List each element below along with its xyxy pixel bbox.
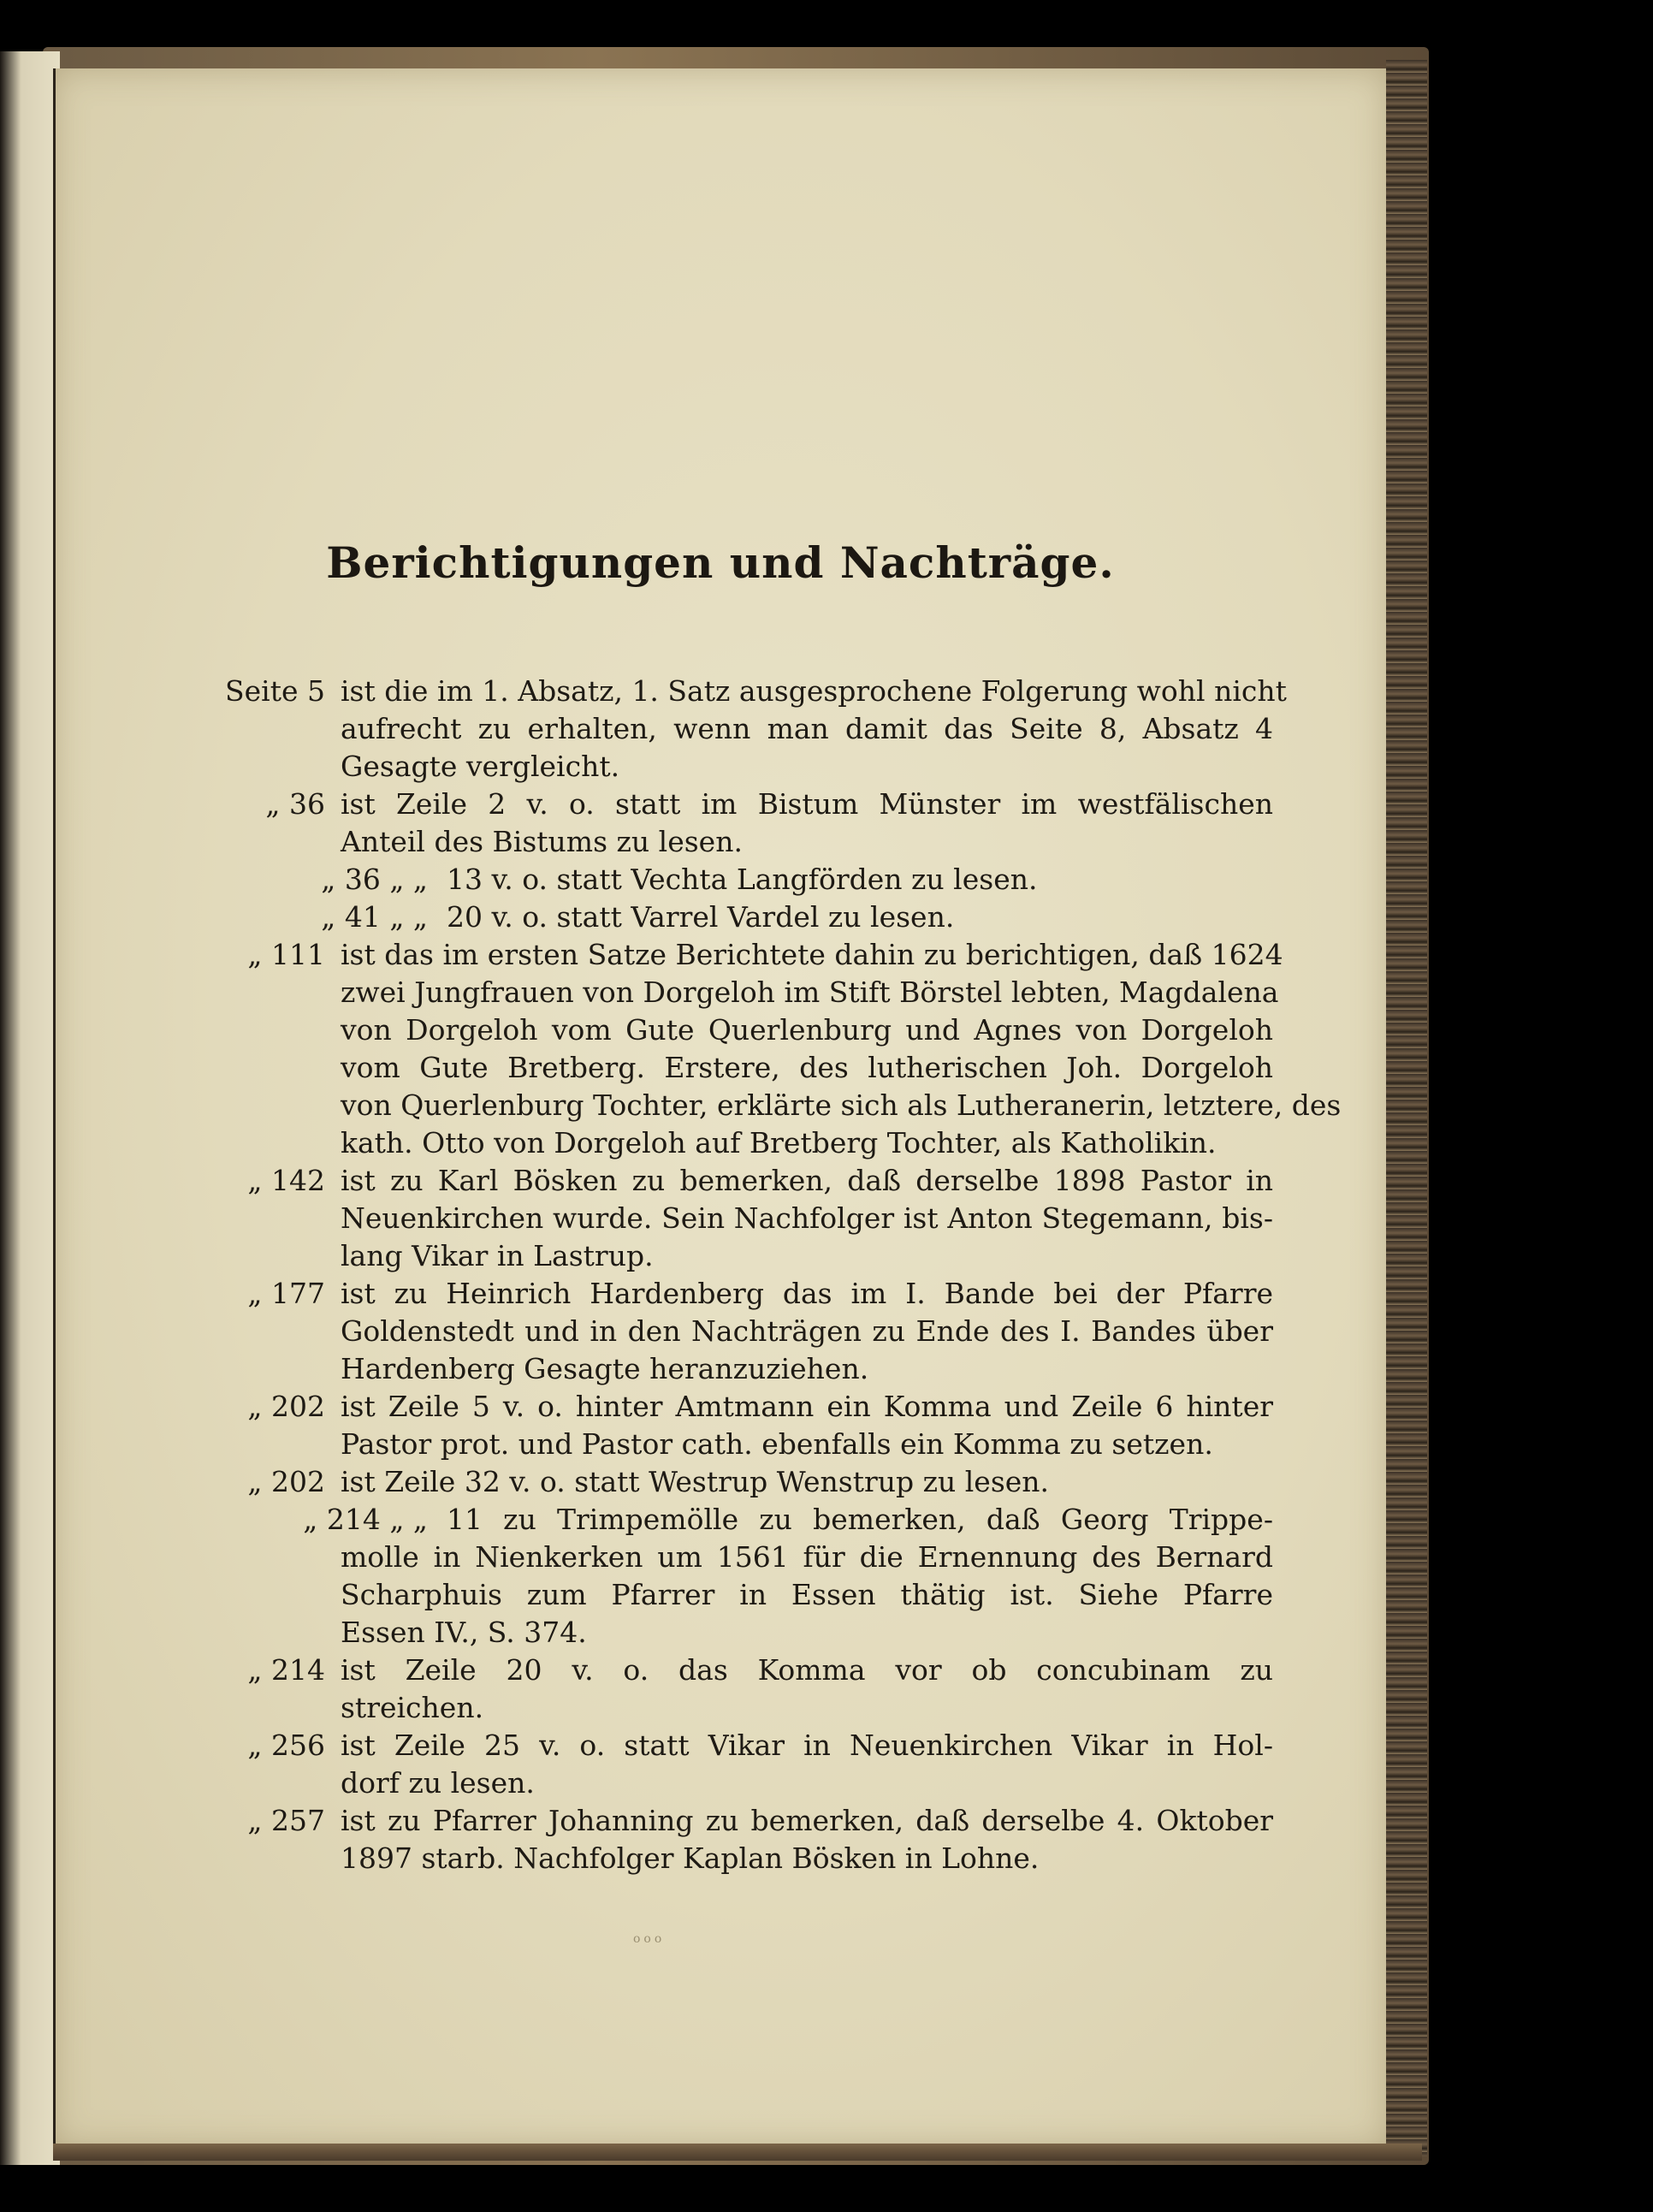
page-reference: „ 142 bbox=[247, 1164, 325, 1197]
entry-line: ist die im 1. Absatz, 1. Satz ausgesprochene Folgerung wohl nicht bbox=[341, 674, 1287, 708]
entry-line: Scharphuis zum Pfarrer in Essen thätig ist. Siehe Pfarre bbox=[341, 1578, 1273, 1611]
entry-line: Gesagte vergleicht. bbox=[341, 750, 620, 783]
entry-line: kath. Otto von Dorgeloh auf Bretberg Tochter, als Katholikin. bbox=[341, 1126, 1217, 1159]
facing-page-strip bbox=[0, 51, 60, 2165]
page-reference: „ 36 „ „ bbox=[321, 863, 428, 896]
entry-line: vom Gute Bretberg. Erstere, des lutherischen Joh. Dorgeloh bbox=[341, 1051, 1273, 1084]
entry-line: 11 zu Trimpemölle zu bemerken, daß Georg Trippe- bbox=[447, 1503, 1273, 1536]
page-fore-edge bbox=[1386, 60, 1427, 2156]
page-reference: „ 214 „ „ bbox=[303, 1503, 428, 1536]
page-reference: „ 202 bbox=[247, 1390, 325, 1423]
entry-line: ist zu Karl Bösken zu bemerken, daß derselbe 1898 Pastor in bbox=[341, 1164, 1273, 1197]
entry-line: ist Zeile 5 v. o. hinter Amtmann ein Komma und Zeile 6 hinter bbox=[341, 1390, 1273, 1423]
page-reference: „ 36 bbox=[265, 787, 325, 821]
entry-line: streichen. bbox=[341, 1691, 484, 1724]
entry-line: von Dorgeloh vom Gute Querlenburg und Agnes von Dorgeloh bbox=[341, 1013, 1273, 1047]
page-reference: „ 257 bbox=[247, 1804, 325, 1837]
entry-line: Goldenstedt und in den Nachträgen zu Ende des I. Bandes über bbox=[341, 1314, 1273, 1348]
entry-line: ist Zeile 2 v. o. statt im Bistum Münster im westfälischen bbox=[341, 787, 1273, 821]
page-reference: Seite 5 bbox=[225, 674, 325, 708]
entry-line: Hardenberg Gesagte heranzuziehen. bbox=[341, 1352, 869, 1385]
entry-line: Neuenkirchen wurde. Sein Nachfolger ist Anton Stegemann, bis- bbox=[341, 1201, 1273, 1235]
page-bottom-edge bbox=[53, 2144, 1422, 2161]
entry-line: von Querlenburg Tochter, erklärte sich als Lutheranerin, letztere, des bbox=[341, 1088, 1342, 1122]
entry-line: lang Vikar in Lastrup. bbox=[341, 1239, 654, 1272]
entry-line: ist Zeile 20 v. o. das Komma vor ob concubinam zu bbox=[341, 1653, 1273, 1687]
page-reference: „ 41 „ „ bbox=[321, 900, 428, 934]
entry-line: ist Zeile 32 v. o. statt Westrup Wenstrup zu lesen. bbox=[341, 1465, 1050, 1498]
entry-line: 1897 starb. Nachfolger Kaplan Bösken in Lohne. bbox=[341, 1841, 1040, 1875]
page-reference: „ 177 bbox=[247, 1277, 325, 1310]
entry-line: Pastor prot. und Pastor cath. ebenfalls ein Komma zu setzen. bbox=[341, 1427, 1213, 1461]
entry-line: ist zu Pfarrer Johanning zu bemerken, daß derselbe 4. Oktober bbox=[341, 1804, 1273, 1837]
entry-line: ist zu Heinrich Hardenberg das im I. Bande bei der Pfarre bbox=[341, 1277, 1273, 1310]
page-gutter bbox=[53, 68, 56, 2148]
entry-line: ist Zeile 25 v. o. statt Vikar in Neuenkirchen Vikar in Hol- bbox=[341, 1729, 1273, 1762]
entry-line: molle in Nienkerken um 1561 für die Ernennung des Bernard bbox=[341, 1540, 1273, 1574]
entry-line: ist das im ersten Satze Berichtete dahin zu berichtigen, daß 1624 bbox=[341, 938, 1283, 971]
entry-line: Essen IV., S. 374. bbox=[341, 1616, 587, 1649]
entry-line: Anteil des Bistums zu lesen. bbox=[341, 825, 743, 858]
page-reference: „ 111 bbox=[247, 938, 325, 971]
entry-line: dorf zu lesen. bbox=[341, 1766, 535, 1800]
entry-line: zwei Jungfrauen von Dorgeloh im Stift Börstel lebten, Magdalena bbox=[341, 976, 1279, 1009]
page-reference: „ 256 bbox=[247, 1729, 325, 1762]
entry-line: 13 v. o. statt Vechta Langförden zu lesen. bbox=[447, 863, 1038, 896]
page-heading: Berichtigungen und Nachträge. bbox=[326, 537, 1115, 588]
page-reference: „ 214 bbox=[247, 1653, 325, 1687]
page-ornament: ooo bbox=[633, 1932, 666, 1946]
page-reference: „ 202 bbox=[247, 1465, 325, 1498]
entry-line: 20 v. o. statt Varrel Vardel zu lesen. bbox=[447, 900, 955, 934]
entry-line: aufrecht zu erhalten, wenn man damit das Seite 8, Absatz 4 bbox=[341, 712, 1273, 745]
